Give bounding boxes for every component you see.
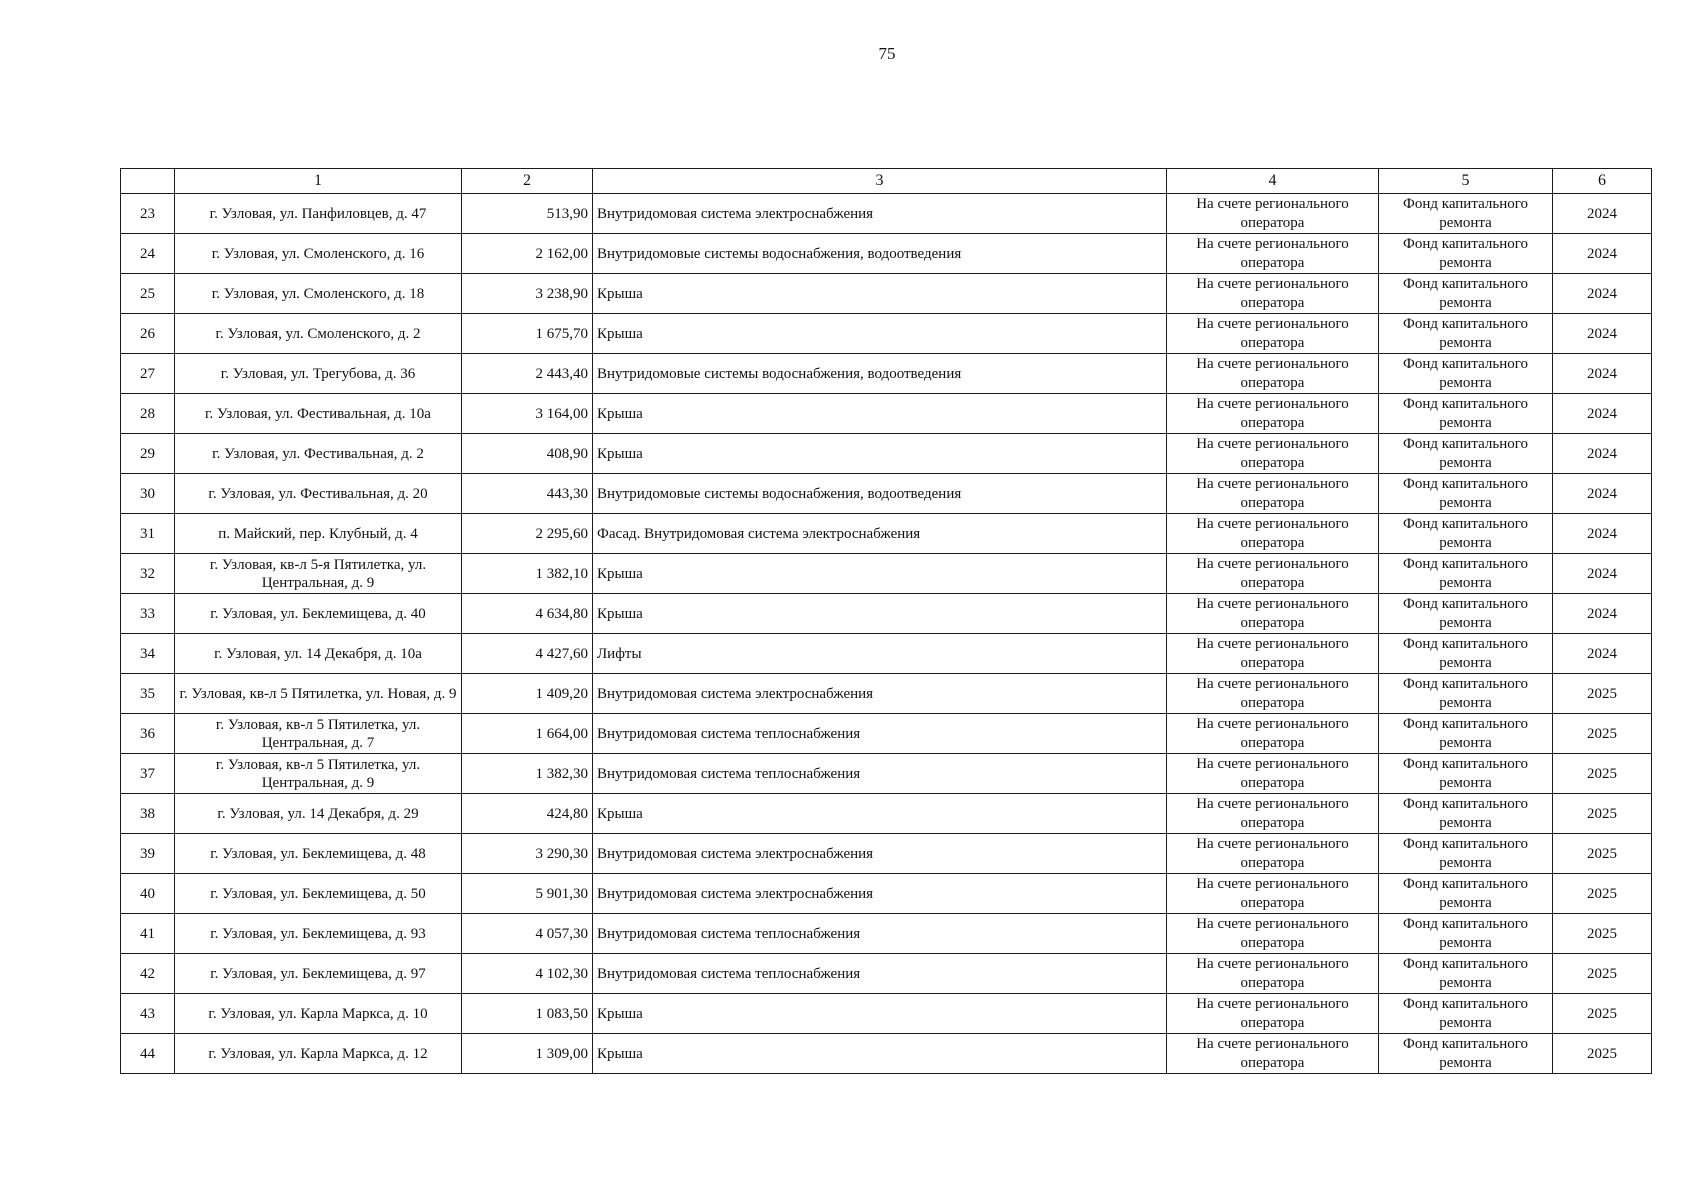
address-cell: г. Узловая, ул. Карла Маркса, д. 12 <box>175 1034 462 1074</box>
cost-cell: 1 664,00 <box>462 714 593 754</box>
funding-source-cell: Фонд капитального ремонта <box>1379 274 1553 314</box>
address-cell: г. Узловая, ул. Карла Маркса, д. 10 <box>175 994 462 1034</box>
cost-cell: 3 164,00 <box>462 394 593 434</box>
funding-source-cell: Фонд капитального ремонта <box>1379 434 1553 474</box>
year-cell: 2024 <box>1553 354 1652 394</box>
cost-cell: 4 427,60 <box>462 634 593 674</box>
cost-cell: 2 162,00 <box>462 234 593 274</box>
address-cell: г. Узловая, ул. Беклемищева, д. 48 <box>175 834 462 874</box>
row-number-cell: 33 <box>121 594 175 634</box>
cost-cell: 513,90 <box>462 194 593 234</box>
row-number-cell: 34 <box>121 634 175 674</box>
work-type-cell: Внутридомовая система теплоснабжения <box>593 754 1167 794</box>
table-row <box>121 874 1652 914</box>
table-row <box>121 194 1652 234</box>
page-number: 75 <box>878 44 896 63</box>
table-row <box>121 514 1652 554</box>
table-row <box>121 354 1652 394</box>
table-row <box>121 634 1652 674</box>
funding-account-cell: На счете регионального оператора <box>1167 994 1379 1034</box>
funding-source-cell: Фонд капитального ремонта <box>1379 474 1553 514</box>
year-cell: 2024 <box>1553 554 1652 594</box>
work-type-cell: Внутридомовая система теплоснабжения <box>593 954 1167 994</box>
work-type-cell: Внутридомовые системы водоснабжения, водоотведения <box>593 474 1167 514</box>
funding-account-cell: На счете регионального оператора <box>1167 434 1379 474</box>
work-type-cell: Лифты <box>593 634 1167 674</box>
funding-account-cell: На счете регионального оператора <box>1167 234 1379 274</box>
work-type-cell: Крыша <box>593 314 1167 354</box>
funding-source-cell: Фонд капитального ремонта <box>1379 514 1553 554</box>
row-number-cell: 40 <box>121 874 175 914</box>
row-number-cell: 42 <box>121 954 175 994</box>
column-number-header: 5 <box>1379 169 1553 194</box>
cost-cell: 1 083,50 <box>462 994 593 1034</box>
row-number-cell: 35 <box>121 674 175 714</box>
year-cell: 2024 <box>1553 194 1652 234</box>
table-row <box>121 474 1652 514</box>
funding-account-cell: На счете регионального оператора <box>1167 474 1379 514</box>
funding-source-cell: Фонд капитального ремонта <box>1379 754 1553 794</box>
column-number-header: 6 <box>1553 169 1652 194</box>
work-type-cell: Внутридомовая система электроснабжения <box>593 194 1167 234</box>
funding-account-cell: На счете регионального оператора <box>1167 634 1379 674</box>
cost-cell: 5 901,30 <box>462 874 593 914</box>
funding-account-cell: На счете регионального оператора <box>1167 714 1379 754</box>
funding-account-cell: На счете регионального оператора <box>1167 914 1379 954</box>
cost-cell: 4 102,30 <box>462 954 593 994</box>
work-type-cell: Внутридомовая система теплоснабжения <box>593 714 1167 754</box>
address-cell: г. Узловая, кв-л 5-я Пятилетка, ул. Центральная, д. 9 <box>175 554 462 594</box>
table-row <box>121 394 1652 434</box>
year-cell: 2025 <box>1553 1034 1652 1074</box>
cost-cell: 1 382,10 <box>462 554 593 594</box>
table-row <box>121 754 1652 794</box>
table-row <box>121 674 1652 714</box>
year-cell: 2025 <box>1553 834 1652 874</box>
funding-account-cell: На счете регионального оператора <box>1167 754 1379 794</box>
row-number-cell: 37 <box>121 754 175 794</box>
column-number-row <box>121 169 1652 194</box>
funding-account-cell: На счете регионального оператора <box>1167 954 1379 994</box>
row-number-cell: 36 <box>121 714 175 754</box>
funding-source-cell: Фонд капитального ремонта <box>1379 394 1553 434</box>
year-cell: 2024 <box>1553 394 1652 434</box>
year-cell: 2024 <box>1553 634 1652 674</box>
row-number-cell: 32 <box>121 554 175 594</box>
funding-source-cell: Фонд капитального ремонта <box>1379 1034 1553 1074</box>
table-row <box>121 794 1652 834</box>
address-cell: г. Узловая, кв-л 5 Пятилетка, ул. Новая, д. 9 <box>175 674 462 714</box>
year-cell: 2024 <box>1553 434 1652 474</box>
table-row <box>121 554 1652 594</box>
work-type-cell: Внутридомовая система электроснабжения <box>593 834 1167 874</box>
year-cell: 2025 <box>1553 714 1652 754</box>
funding-source-cell: Фонд капитального ремонта <box>1379 594 1553 634</box>
row-number-cell: 43 <box>121 994 175 1034</box>
address-cell: г. Узловая, ул. Фестивальная, д. 10а <box>175 394 462 434</box>
cost-cell: 4 634,80 <box>462 594 593 634</box>
table-row <box>121 914 1652 954</box>
funding-account-cell: На счете регионального оператора <box>1167 274 1379 314</box>
address-cell: г. Узловая, кв-л 5 Пятилетка, ул. Центральная, д. 7 <box>175 714 462 754</box>
column-number-header: 3 <box>593 169 1167 194</box>
address-cell: г. Узловая, ул. 14 Декабря, д. 10а <box>175 634 462 674</box>
year-cell: 2024 <box>1553 474 1652 514</box>
funding-source-cell: Фонд капитального ремонта <box>1379 914 1553 954</box>
work-type-cell: Крыша <box>593 994 1167 1034</box>
funding-account-cell: На счете регионального оператора <box>1167 874 1379 914</box>
address-cell: г. Узловая, ул. Беклемищева, д. 93 <box>175 914 462 954</box>
funding-source-cell: Фонд капитального ремонта <box>1379 354 1553 394</box>
funding-account-cell: На счете регионального оператора <box>1167 394 1379 434</box>
funding-source-cell: Фонд капитального ремонта <box>1379 194 1553 234</box>
funding-account-cell: На счете регионального оператора <box>1167 794 1379 834</box>
row-number-cell: 39 <box>121 834 175 874</box>
work-type-cell: Крыша <box>593 274 1167 314</box>
address-cell: п. Майский, пер. Клубный, д. 4 <box>175 514 462 554</box>
cost-cell: 3 238,90 <box>462 274 593 314</box>
row-number-cell: 27 <box>121 354 175 394</box>
table-row <box>121 234 1652 274</box>
year-cell: 2024 <box>1553 274 1652 314</box>
cost-cell: 2 295,60 <box>462 514 593 554</box>
row-number-cell: 31 <box>121 514 175 554</box>
work-type-cell: Крыша <box>593 394 1167 434</box>
cost-cell: 1 409,20 <box>462 674 593 714</box>
row-number-cell: 25 <box>121 274 175 314</box>
work-type-cell: Фасад. Внутридомовая система электроснабжения <box>593 514 1167 554</box>
funding-account-cell: На счете регионального оператора <box>1167 194 1379 234</box>
funding-source-cell: Фонд капитального ремонта <box>1379 794 1553 834</box>
funding-account-cell: На счете регионального оператора <box>1167 594 1379 634</box>
address-cell: г. Узловая, кв-л 5 Пятилетка, ул. Центральная, д. 9 <box>175 754 462 794</box>
address-cell: г. Узловая, ул. Беклемищева, д. 40 <box>175 594 462 634</box>
year-cell: 2024 <box>1553 514 1652 554</box>
funding-account-cell: На счете регионального оператора <box>1167 1034 1379 1074</box>
row-number-cell: 26 <box>121 314 175 354</box>
work-type-cell: Крыша <box>593 594 1167 634</box>
work-type-cell: Крыша <box>593 554 1167 594</box>
funding-source-cell: Фонд капитального ремонта <box>1379 954 1553 994</box>
year-cell: 2024 <box>1553 314 1652 354</box>
year-cell: 2024 <box>1553 234 1652 274</box>
funding-account-cell: На счете регионального оператора <box>1167 834 1379 874</box>
funding-source-cell: Фонд капитального ремонта <box>1379 634 1553 674</box>
year-cell: 2025 <box>1553 674 1652 714</box>
row-number-cell: 30 <box>121 474 175 514</box>
funding-account-cell: На счете регионального оператора <box>1167 354 1379 394</box>
cost-cell: 1 309,00 <box>462 1034 593 1074</box>
row-number-cell: 29 <box>121 434 175 474</box>
cost-cell: 1 675,70 <box>462 314 593 354</box>
funding-source-cell: Фонд капитального ремонта <box>1379 714 1553 754</box>
address-cell: г. Узловая, ул. Трегубова, д. 36 <box>175 354 462 394</box>
table-row <box>121 274 1652 314</box>
address-cell: г. Узловая, ул. 14 Декабря, д. 29 <box>175 794 462 834</box>
table-row <box>121 314 1652 354</box>
work-type-cell: Внутридомовая система теплоснабжения <box>593 914 1167 954</box>
table-row <box>121 434 1652 474</box>
row-number-cell: 41 <box>121 914 175 954</box>
table-row <box>121 1034 1652 1074</box>
table-row <box>121 834 1652 874</box>
cost-cell: 2 443,40 <box>462 354 593 394</box>
work-type-cell: Крыша <box>593 434 1167 474</box>
year-cell: 2025 <box>1553 954 1652 994</box>
cost-cell: 424,80 <box>462 794 593 834</box>
work-type-cell: Внутридомовая система электроснабжения <box>593 874 1167 914</box>
funding-source-cell: Фонд капитального ремонта <box>1379 314 1553 354</box>
row-number-cell: 23 <box>121 194 175 234</box>
funding-source-cell: Фонд капитального ремонта <box>1379 674 1553 714</box>
work-type-cell: Внутридомовые системы водоснабжения, водоотведения <box>593 234 1167 274</box>
funding-source-cell: Фонд капитального ремонта <box>1379 234 1553 274</box>
row-number-cell: 38 <box>121 794 175 834</box>
year-cell: 2025 <box>1553 794 1652 834</box>
column-number-header: 4 <box>1167 169 1379 194</box>
column-number-header: 2 <box>462 169 593 194</box>
work-type-cell: Крыша <box>593 1034 1167 1074</box>
work-type-cell: Внутридомовая система электроснабжения <box>593 674 1167 714</box>
table-row <box>121 994 1652 1034</box>
cost-cell: 1 382,30 <box>462 754 593 794</box>
cost-cell: 443,30 <box>462 474 593 514</box>
cost-cell: 4 057,30 <box>462 914 593 954</box>
row-number-cell: 28 <box>121 394 175 434</box>
funding-account-cell: На счете регионального оператора <box>1167 674 1379 714</box>
cost-cell: 3 290,30 <box>462 834 593 874</box>
year-cell: 2025 <box>1553 754 1652 794</box>
work-type-cell: Внутридомовые системы водоснабжения, водоотведения <box>593 354 1167 394</box>
address-cell: г. Узловая, ул. Смоленского, д. 2 <box>175 314 462 354</box>
capital-repair-table <box>120 168 1652 1074</box>
funding-account-cell: На счете регионального оператора <box>1167 314 1379 354</box>
cost-cell: 408,90 <box>462 434 593 474</box>
address-cell: г. Узловая, ул. Фестивальная, д. 20 <box>175 474 462 514</box>
address-cell: г. Узловая, ул. Беклемищева, д. 50 <box>175 874 462 914</box>
funding-account-cell: На счете регионального оператора <box>1167 554 1379 594</box>
row-number-cell: 24 <box>121 234 175 274</box>
table-row <box>121 954 1652 994</box>
funding-source-cell: Фонд капитального ремонта <box>1379 554 1553 594</box>
year-cell: 2024 <box>1553 594 1652 634</box>
table-row <box>121 714 1652 754</box>
column-number-header: 1 <box>175 169 462 194</box>
funding-source-cell: Фонд капитального ремонта <box>1379 834 1553 874</box>
year-cell: 2025 <box>1553 914 1652 954</box>
address-cell: г. Узловая, ул. Фестивальная, д. 2 <box>175 434 462 474</box>
funding-source-cell: Фонд капитального ремонта <box>1379 994 1553 1034</box>
funding-account-cell: На счете регионального оператора <box>1167 514 1379 554</box>
work-type-cell: Крыша <box>593 794 1167 834</box>
address-cell: г. Узловая, ул. Смоленского, д. 16 <box>175 234 462 274</box>
funding-source-cell: Фонд капитального ремонта <box>1379 874 1553 914</box>
address-cell: г. Узловая, ул. Панфиловцев, д. 47 <box>175 194 462 234</box>
table-row <box>121 594 1652 634</box>
column-number-header <box>121 169 175 194</box>
year-cell: 2025 <box>1553 874 1652 914</box>
address-cell: г. Узловая, ул. Беклемищева, д. 97 <box>175 954 462 994</box>
year-cell: 2025 <box>1553 994 1652 1034</box>
address-cell: г. Узловая, ул. Смоленского, д. 18 <box>175 274 462 314</box>
row-number-cell: 44 <box>121 1034 175 1074</box>
